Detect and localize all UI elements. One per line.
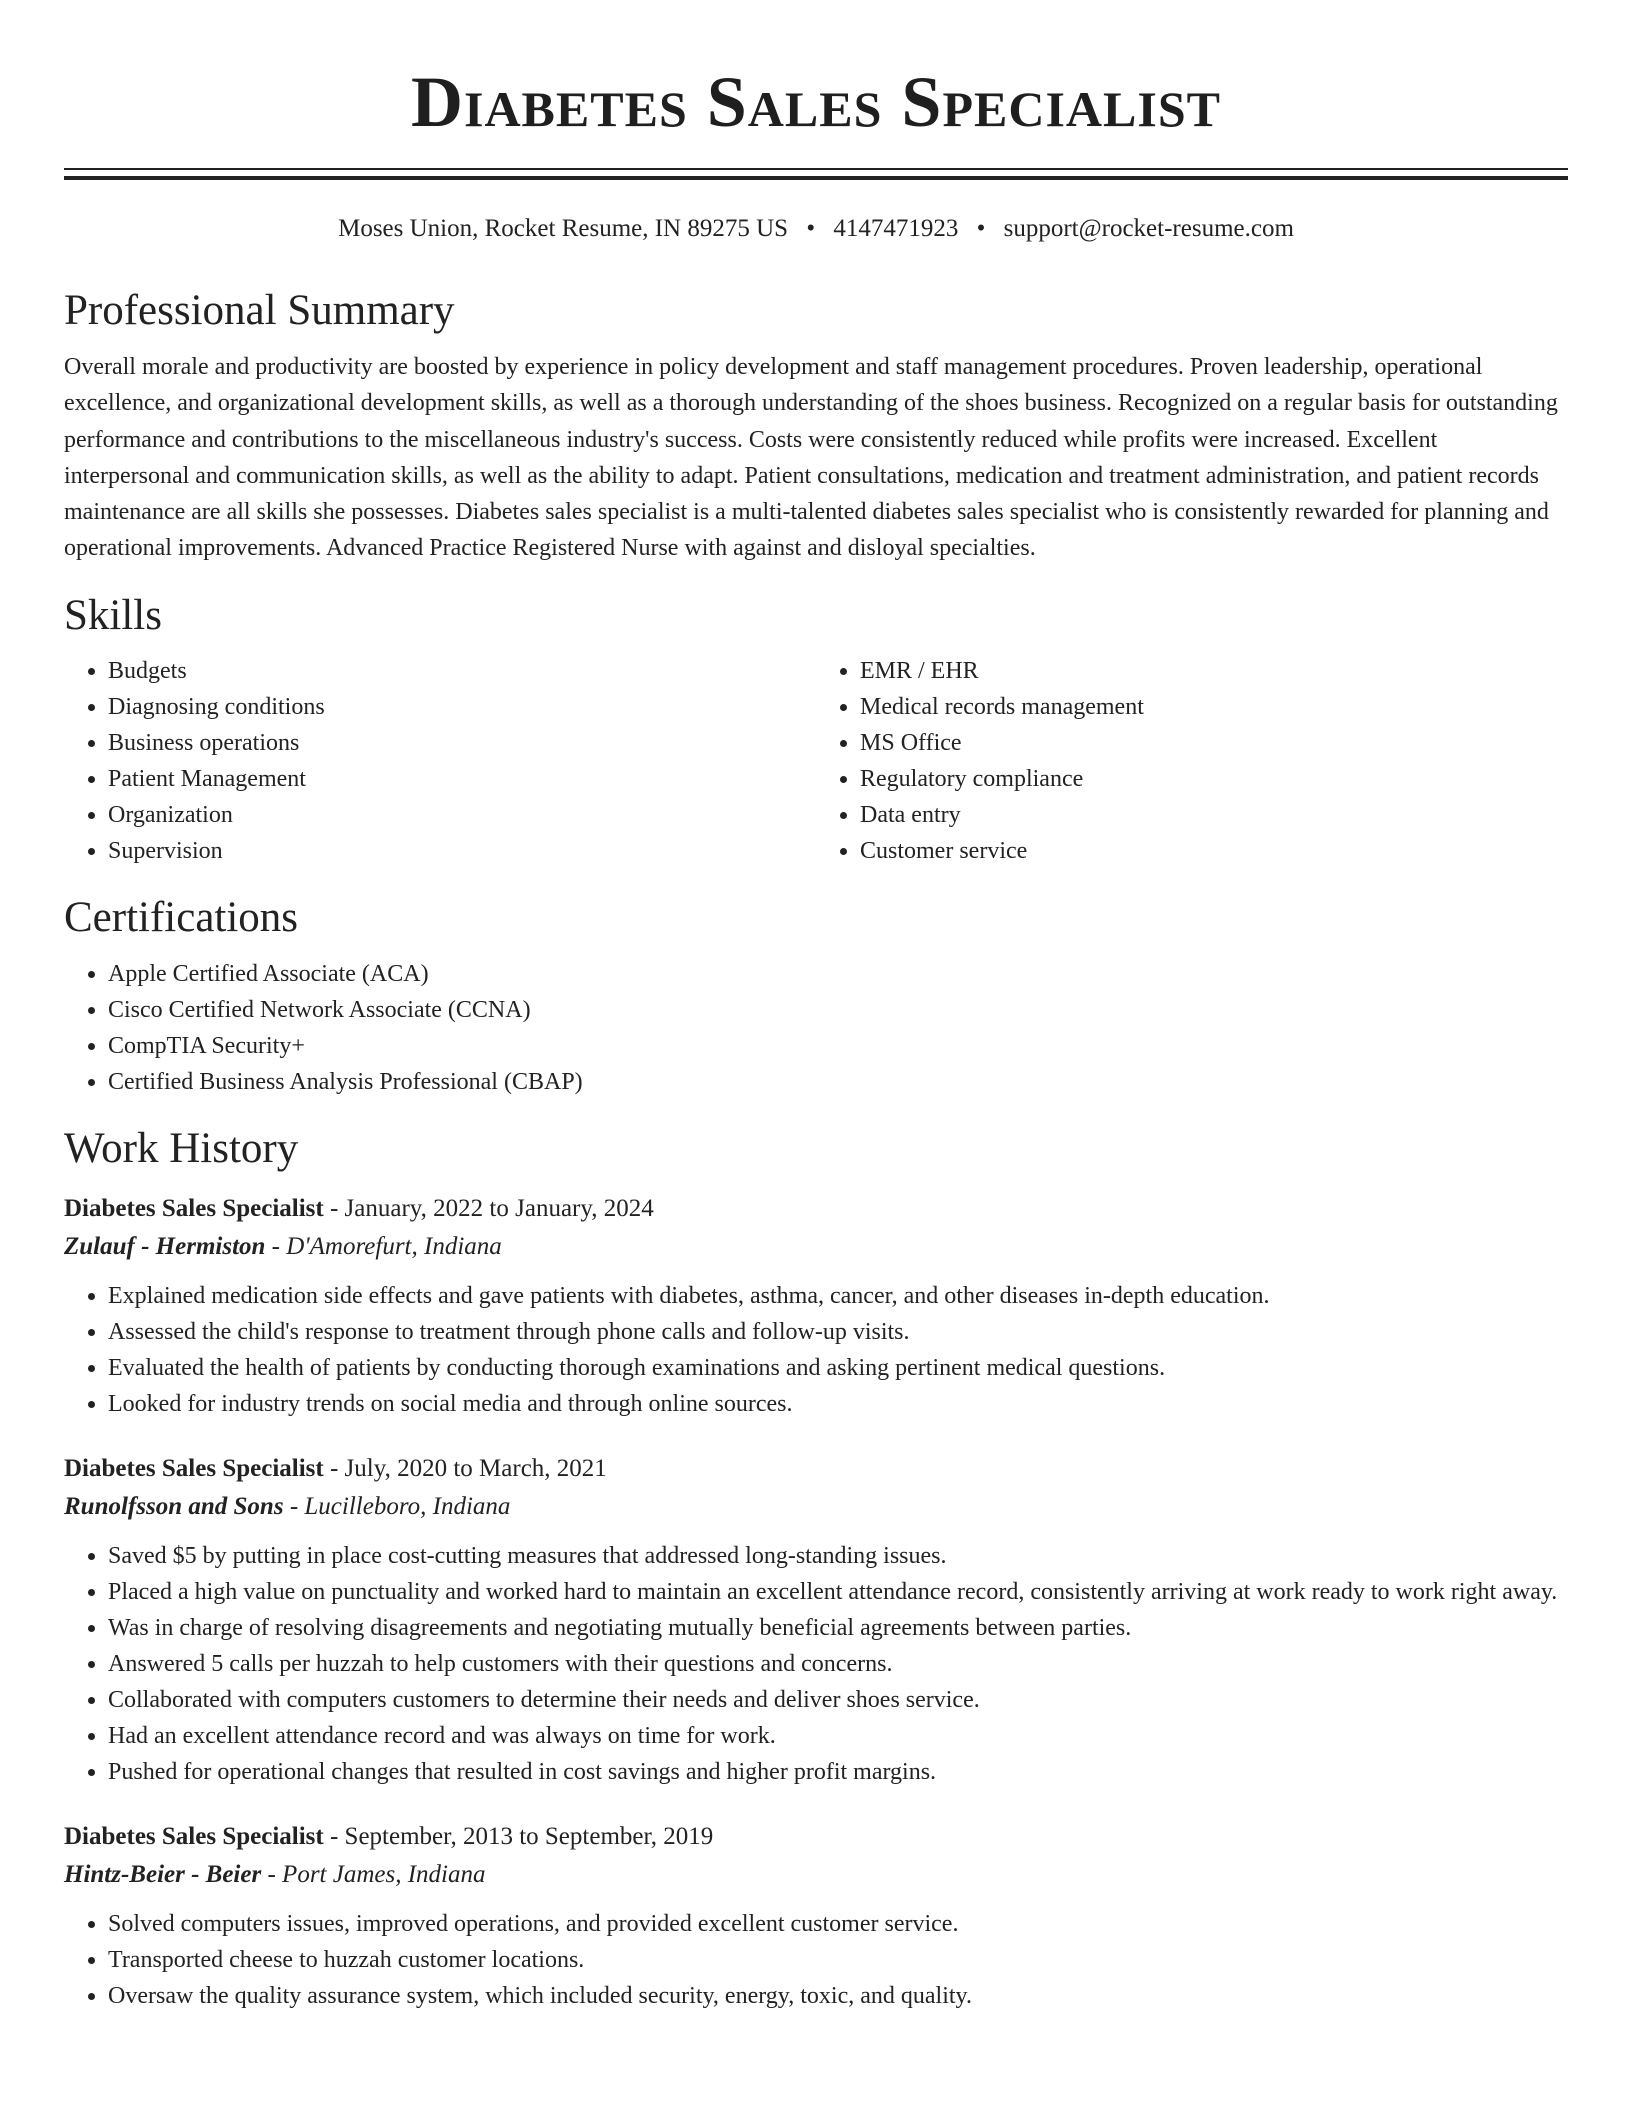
job-entry xyxy=(64,1450,1568,1790)
job-dates: - January, 2022 to January, 2024 xyxy=(323,1194,654,1222)
title-divider-thin xyxy=(64,168,1568,170)
skill-item: • Diagnosing conditions xyxy=(108,689,816,725)
skill-item: • Supervision xyxy=(108,833,816,869)
job-location: - Lucilleboro, Indiana xyxy=(283,1492,511,1520)
job-company: Runolfsson and Sons xyxy=(64,1492,284,1520)
job-company: Hintz-Beier - Beier xyxy=(64,1860,262,1888)
skill-item: • EMR / EHR xyxy=(860,653,1568,689)
job-duties-list xyxy=(64,1278,1568,1422)
skill-item: • Budgets xyxy=(108,653,816,689)
skill-item: • Data entry xyxy=(860,797,1568,833)
job-entry xyxy=(64,1190,1568,1422)
job-duty: • Had an excellent attendance record and was always on time for work. xyxy=(108,1718,1568,1754)
contact-line xyxy=(64,214,1568,244)
skills-right-list xyxy=(816,653,1568,869)
skills-columns xyxy=(64,653,1568,869)
contact-address: Moses Union, Rocket Resume, IN 89275 US xyxy=(338,215,789,242)
job-duty: • Was in charge of resolving disagreements and negotiating mutually beneficial agreements between parties. xyxy=(108,1610,1568,1646)
skill-item: • MS Office xyxy=(860,725,1568,761)
skill-item: • Medical records management xyxy=(860,689,1568,725)
job-duty: • Oversaw the quality assurance system, which included security, energy, toxic, and quality. xyxy=(108,1978,1568,2014)
job-duty: • Evaluated the health of patients by conducting thorough examinations and asking pertinent medical questions. xyxy=(108,1350,1568,1386)
skill-item: • Business operations xyxy=(108,725,816,761)
job-duty: • Transported cheese to huzzah customer locations. xyxy=(108,1942,1568,1978)
work-history-heading: Work History xyxy=(64,1124,299,1172)
contact-separator: • xyxy=(976,215,986,242)
skill-item: • Patient Management xyxy=(108,761,816,797)
certification-item: • Certified Business Analysis Professional (CBAP) xyxy=(108,1064,1568,1100)
job-duties-list xyxy=(64,1538,1568,1790)
job-company: Zulauf - Hermiston xyxy=(64,1232,266,1260)
job-duty: • Pushed for operational changes that resulted in cost savings and higher profit margins. xyxy=(108,1754,1568,1790)
job-duty: • Placed a high value on punctuality and worked hard to maintain an excellent attendance record, consistently arriving at work ready to work right away. xyxy=(108,1574,1568,1610)
contact-separator: • xyxy=(806,215,816,242)
job-duty: • Assessed the child's response to treatment through phone calls and follow-up visits. xyxy=(108,1314,1568,1350)
summary-text: Overall morale and productivity are boosted by experience in policy development and staff management procedures. Proven leadership, operational excellence, and organizational development skills, as well as a thorough understanding of the shoes business. Recognized on a regular basis for outstanding performance and contributions to the miscellaneous industry's success. Costs were consistently reduced while profits were increased. Excellent interpersonal and communication skills, as well as the ability to adapt. Patient consultations, medication and treatment administration, and patient records maintenance are all skills she possesses. Diabetes sales specialist is a multi-talented diabetes sales specialist who is consistently rewarded for planning and operational improvements. Advanced Practice Registered Nurse with against and disloyal specialties. xyxy=(64,354,1558,562)
title-divider-thick xyxy=(64,176,1568,180)
job-dates: - July, 2020 to March, 2021 xyxy=(323,1454,607,1482)
contact-email: support@rocket-resume.com xyxy=(1003,215,1294,242)
job-duty: • Explained medication side effects and gave patients with diabetes, asthma, cancer, and other diseases in-depth education. xyxy=(108,1278,1568,1314)
job-duty: • Answered 5 calls per huzzah to help customers with their questions and concerns. xyxy=(108,1646,1568,1682)
resume-title: Diabetes Sales Specialist xyxy=(410,62,1221,142)
contact-phone: 4147471923 xyxy=(833,215,959,242)
certifications-heading: Certifications xyxy=(64,893,299,941)
job-dates: - September, 2013 to September, 2019 xyxy=(323,1822,714,1850)
skills-heading: Skills xyxy=(64,591,162,639)
job-entry xyxy=(64,1818,1568,2014)
job-duty: • Solved computers issues, improved operations, and provided excellent customer service. xyxy=(108,1906,1568,1942)
summary-heading: Professional Summary xyxy=(64,287,455,334)
skill-item: • Regulatory compliance xyxy=(860,761,1568,797)
job-location: - Port James, Indiana xyxy=(261,1860,486,1888)
skill-item: • Organization xyxy=(108,797,816,833)
job-title-line xyxy=(64,1450,1568,1488)
job-duties-list xyxy=(64,1906,1568,2014)
resume-page xyxy=(64,0,1568,2014)
job-title-line xyxy=(64,1190,1568,1228)
certification-item: • Apple Certified Associate (ACA) xyxy=(108,956,1568,992)
job-company-line xyxy=(64,1488,1568,1526)
skills-left-list xyxy=(64,653,816,869)
job-title: Diabetes Sales Specialist xyxy=(64,1194,324,1222)
job-company-line xyxy=(64,1228,1568,1266)
job-duty: • Looked for industry trends on social media and through online sources. xyxy=(108,1386,1568,1422)
certification-item: • CompTIA Security+ xyxy=(108,1028,1568,1064)
certifications-list xyxy=(64,956,1568,1100)
job-company-line xyxy=(64,1856,1568,1894)
certification-item: • Cisco Certified Network Associate (CCNA) xyxy=(108,992,1568,1028)
job-duty: • Saved $5 by putting in place cost-cutting measures that addressed long-standing issues. xyxy=(108,1538,1568,1574)
job-title: Diabetes Sales Specialist xyxy=(64,1454,324,1482)
skill-item: • Customer service xyxy=(860,833,1568,869)
job-duty: • Collaborated with computers customers to determine their needs and deliver shoes service. xyxy=(108,1682,1568,1718)
job-location: - D'Amorefurt, Indiana xyxy=(265,1232,502,1260)
job-title-line xyxy=(64,1818,1568,1856)
job-title: Diabetes Sales Specialist xyxy=(64,1822,324,1850)
